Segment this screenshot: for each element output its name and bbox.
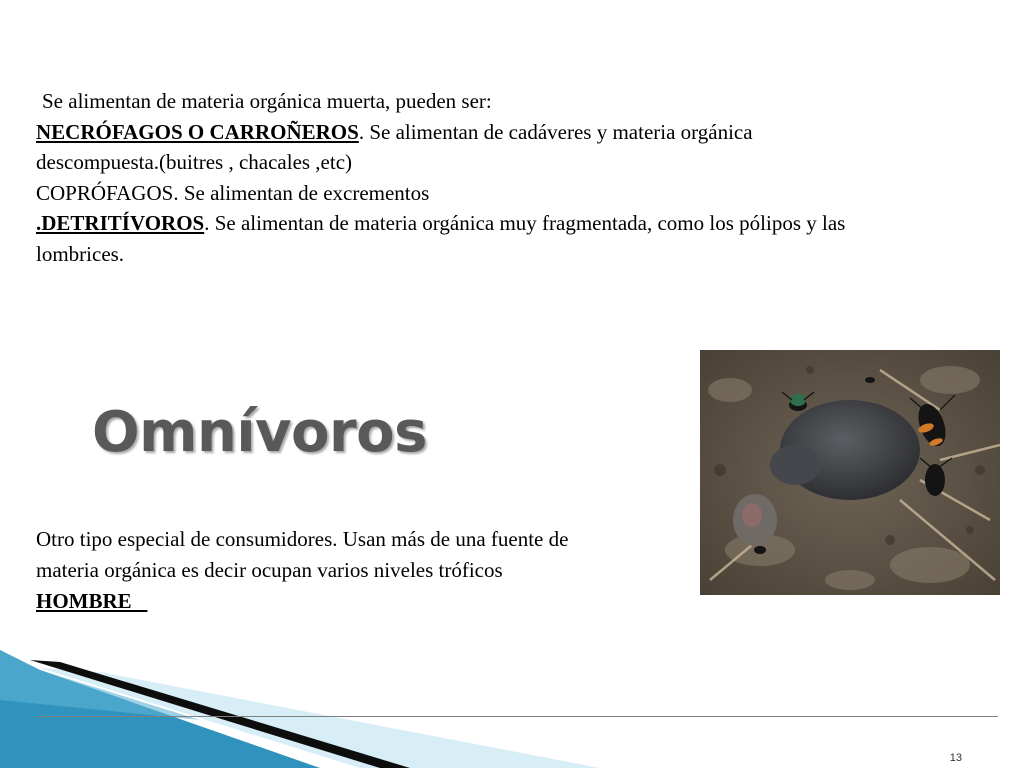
page-number: 13 xyxy=(949,752,962,764)
decorative-swoosh xyxy=(0,640,620,768)
detritivoros-paragraph xyxy=(36,208,876,269)
necrofagos-term: NECRÓFAGOS O CARROÑEROS xyxy=(36,119,359,144)
necrofagos-paragraph xyxy=(36,117,876,178)
intro-text-block xyxy=(36,86,876,269)
detritivoros-description: . Se alimentan de materia orgánica muy fragmentada, como los pólipos y las lombrices. xyxy=(36,211,846,266)
detritivoros-term: .DETRITÍVOROS xyxy=(36,211,205,235)
necrofagos-description: . Se alimentan de cadáveres y materia orgánica descompuesta.(buitres , chacales ,etc) xyxy=(36,119,753,174)
omnivoros-description: Otro tipo especial de consumidores. Usan más de una fuente de materia orgánica es decir ocupan varios niveles tróficos xyxy=(36,527,569,582)
omnivoros-paragraph xyxy=(36,524,616,617)
carrion-beetles-photo xyxy=(700,350,1000,595)
coprofagos-paragraph: COPRÓFAGOS. Se alimentan de excrementos xyxy=(36,180,430,205)
hombre-term: HOMBRE xyxy=(36,589,148,613)
section-title: Omnívoros xyxy=(92,400,427,465)
omnivoros-text-block xyxy=(36,524,616,617)
footer-rule xyxy=(36,716,998,717)
intro-line: Se alimentan de materia orgánica muerta, pueden ser: xyxy=(42,89,492,113)
